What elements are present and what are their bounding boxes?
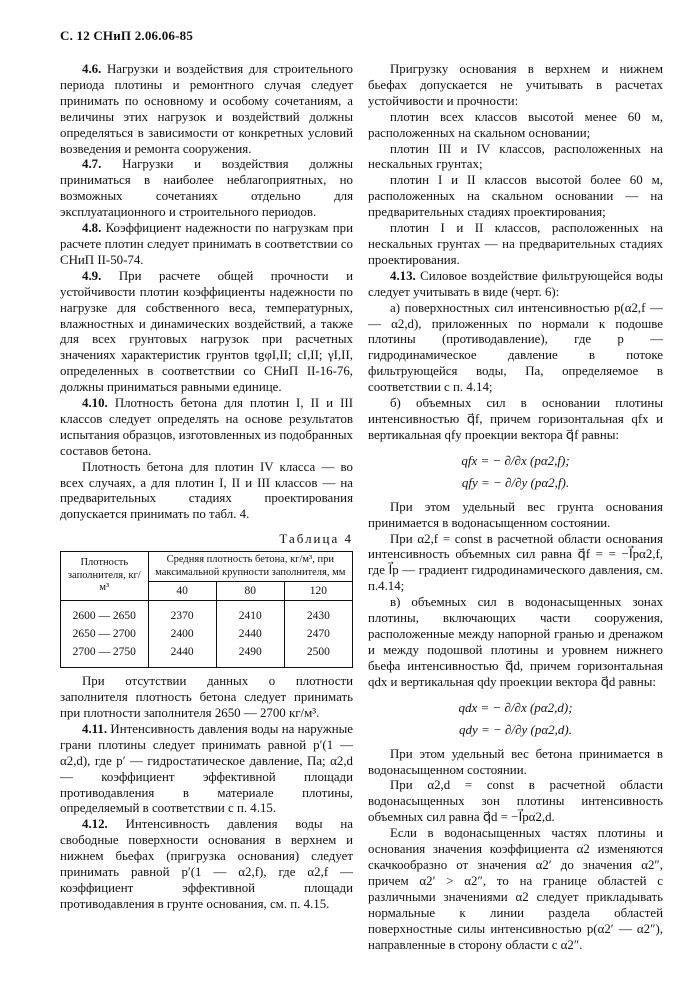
left-column [60, 62, 353, 913]
clause-4-11: 4.11. Интенсивность давления воды на наружные грани плотины следует принимать равной p′(1 — α2,d), где p′ — гидростатическое давление, Па; α2,d — коэффициент эффективной площади противодавления в материале плотины, определяемый в соответствии с п. 4.15. [60, 721, 353, 816]
clause-4-8: 4.8. Коэффициент надежности по нагрузкам при расчете плотин следует принимать в соответствии со СНиП II-50-74. [60, 221, 353, 267]
clause-4-13: 4.13. Силовое воздействие фильтрующейся воды следует учитывать в виде (черт. 6): [368, 268, 663, 299]
formula-line: qdx = − ∂/∂x (pα2,d); [458, 699, 573, 715]
right-paragraph: При этом удельный вес бетона принимается в водонасыщенном состоянии. [368, 746, 663, 777]
table-size-header: 80 [216, 582, 284, 601]
item-c: в) объемных сил в водонасыщенных зонах плотины, включающих части сооружения, расположенные между напорной гранью и дренажом и между подошвой плотины и уровнем нижнего бьефа интенсивностью q⃗d, причем горизонтальная qdx и вертикальная qdy проекции вектора q⃗d равны: [368, 595, 663, 689]
right-paragraph: Если в водонасыщенных частях плотины и основания значения коэффициента α2 изменяются скачкообразно от значения α2′ до значения α2″, причем α2′ > α2″, то на границе областей с различными значениями α2 следует прикладывать нормальные к линии раздела областей поверхностные силы интенсивностью p(α2′ — α2″), направленные в сторону области с α2″. [368, 826, 663, 952]
page-header: С. 12 СНиП 2.06.06-85 [60, 28, 194, 43]
right-paragraph: плотин III и IV классов, расположенных на нескальных грунтах; [368, 141, 663, 172]
table-cell: 2370 [170, 610, 194, 623]
table-caption: Таблица 4 [279, 531, 353, 547]
table-group-header: Средняя плотность бетона, кг/м³, при максимальной крупности заполнителя, мм [148, 552, 352, 582]
table-cell: 2440 [238, 628, 262, 641]
right-paragraph: плотин I и II классов, расположенных на нескальных грунтах — на предварительных стадиях проектирования. [368, 221, 663, 267]
right-paragraph: При α2,d = const в расчетной области водонасыщенных зон плотины интенсивность объемных сил равна q⃗d = −I⃗pα2,d. [368, 778, 663, 825]
table-cell: 2430 [306, 610, 330, 623]
table-cell: 2410 [238, 610, 262, 623]
table-size-header: 40 [148, 582, 216, 601]
right-paragraph: плотин всех классов высотой менее 60 м, расположенных на скальном основании; [368, 109, 663, 140]
clause-4-10: 4.10. Плотность бетона для плотин I, II и III классов следует определять на основе результатов испытания образцов, изготовленных из подобранных составов бетона. [60, 396, 353, 458]
clause-4-12: 4.12. Интенсивность давления воды на свободные поверхности основания в верхнем и нижнем бьефах (пригрузка основания) следует принимать равной p′(1 — α2,f), где α2,f — коэффициент эффективной площади противодавления в грунте основания, см. п. 4.15. [60, 817, 353, 911]
table-col-40 [148, 601, 216, 668]
right-paragraph: При α2,f = const в расчетной области основания интенсивность объемных сил равна q⃗f = = −I⃗pα2,f, где I⃗p — градиент гидродинамического давления, см. п.4.14; [368, 531, 663, 594]
right-paragraph: При этом удельный вес грунта основания принимается в водонасыщенном состоянии. [368, 499, 663, 530]
table-col1-header: Плотность заполнителя, кг/м³ [61, 552, 149, 601]
table-size-header: 120 [284, 582, 352, 601]
clause-4-6: 4.6. Нагрузки и воздействия для строительного периода плотины и ремонтного случая следует принимать по основному и особому сочетаниям, а величины этих нагрузок и воздействий должны определяться в зависимости от конкретных условий возведения и ремонта сооружения. [60, 62, 353, 156]
table-col-80 [216, 601, 284, 668]
table-range-value: 2700 — 2750 [72, 646, 136, 659]
right-column [368, 62, 663, 953]
formula-line: qfx = − ∂/∂x (pα2,f); [461, 452, 570, 468]
right-paragraph: Пригрузку основания в верхнем и нижнем бьефах допускается не учитывать в расчетах устойчивости и прочности: [368, 62, 663, 108]
formula-qf [368, 450, 663, 494]
right-paragraph: плотин I и II классов высотой более 60 м, расположенных на скальном основании — на предварительных стадиях проектирования; [368, 173, 663, 220]
formula-line: qdy = − ∂/∂y (pα2,d). [458, 721, 573, 737]
clause-4-10-b: Плотность бетона для плотин IV класса — во всех случаях, а для плотин I, II и III классов — на предварительных стадиях проектирования допускается принимать по табл. 4. [60, 459, 353, 522]
clause-4-7: 4.7. Нагрузки и воздействия должны приниматься в наиболее неблагоприятных, но возможных сочетаниях отдельно для эксплуатационного и строительного периодов. [60, 157, 353, 220]
formula-line: qfy = − ∂/∂y (pα2,f). [461, 474, 570, 490]
density-table [60, 551, 353, 668]
table-cell: 2440 [170, 646, 194, 659]
item-a: а) поверхностных сил интенсивностью p(α2,f — — α2,d), приложенных по нормали к подошве плотины (противодавление), где p — гидродинамическое давление в потоке фильтрующейся воды, Па, определяемое в соответствии с п. 4.14; [368, 300, 663, 395]
table-cell: 2500 [306, 646, 330, 659]
item-b: б) объемных сил в основании плотины интенсивностью q⃗f, причем горизонтальная qfx и вертикальная qfy проекции вектора q⃗f равны: [368, 396, 663, 442]
table-col-120 [284, 601, 352, 668]
table-range-cell [61, 601, 149, 668]
clause-4-9: 4.9. При расчете общей прочности и устойчивости плотин коэффициенты надежности по нагрузке для собственного веса, температурных, влажностных и динамических воздействий, а также для всех грунтовых нагрузок при расчетных значениях характеристик грунтов tgφI,II; cI,II; γI,II, определенных в соответствии со СНиП II-16-76, должны приниматься равными единице. [60, 268, 353, 395]
after-table-paragraph: При отсутствии данных о плотности заполнителя плотность бетона следует принимать при плотности заполнителя 2650 — 2700 кг/м³. [60, 674, 353, 720]
table-cell: 2400 [170, 628, 194, 641]
table-range-value: 2650 — 2700 [72, 628, 136, 641]
table-range-value: 2600 — 2650 [72, 610, 136, 623]
formula-qd [368, 697, 663, 741]
table-cell: 2490 [238, 646, 262, 659]
table-cell: 2470 [306, 628, 330, 641]
